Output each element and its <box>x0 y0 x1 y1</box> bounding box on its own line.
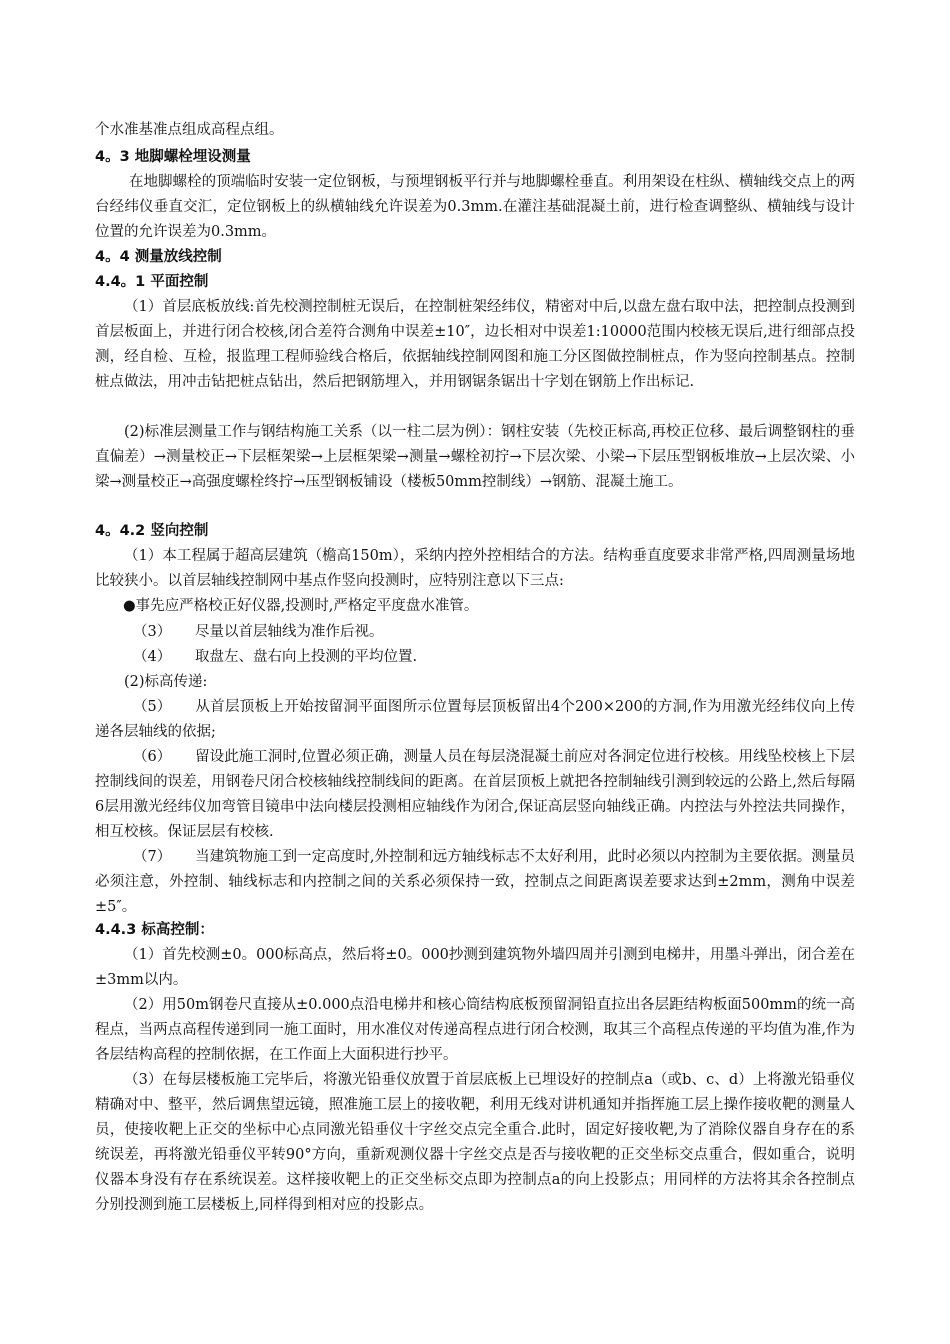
list-item-3 <box>95 620 855 645</box>
paragraph-4-3: 在地脚螺栓的顶端临时安装一定位钢板，与预埋钢板平行并与地脚螺栓垂直。利用架设在柱纵、横轴线交点上的两台经纬仪垂直交汇，定位钢板上的纵横轴线允许误差为0.3mm.在灌注基础混凝土前，进行检查调整纵、横轴线与设计位置的允许误差为0.3mm。 <box>95 174 855 240</box>
item-number: （3） <box>133 624 172 640</box>
paragraph-continuation <box>95 118 855 143</box>
paragraph-4-4-2-a: （1）本工程属于超高层建筑（檐高150m），采纳内控外控相结合的方法。结构垂直度要求非常严格,四周测量场地比较狭小。以首层轴线控制网中基点作竖向投测时，应特别注意以下三点: <box>95 548 855 589</box>
paragraph-4-4-3-c: （3）在每层楼板施工完毕后，将激光铅垂仪放置于首层底板上已埋设好的控制点a（或b、c、d）上将激光铅垂仪精确对中、整平，然后调焦望远镜，照准施工层上的接收靶，利用无线对讲机通知并指挥施工层上操作接收靶的测量人员，使接收靶上正交的坐标中心点同激光铅垂仪十字丝交点完全重合.此时，固定好接收靶,为了消除仪器自身存在的系统误差，再将激光铅垂仪平转90°方向，重新观测仪器十字丝交点是否与接收靶的正交坐标交点重合，假如重合，说明仪器本身没有存在系统误差。这样接收靶上的正交坐标交点即为控制点a的向上投影点；用同样的方法将其余各控制点分别投测到施工层楼板上,同样得到相对应的投影点。 <box>95 1072 855 1213</box>
heading-4-4: 4。4 测量放线控制 <box>95 249 222 265</box>
list-item-6 <box>95 745 855 845</box>
list-item-5 <box>95 695 855 745</box>
item-text: 取盘左、盘右向上投测的平均位置. <box>195 649 418 665</box>
item-number: （7） <box>133 849 172 865</box>
item-number: （6） <box>133 749 172 765</box>
item-number: （4） <box>133 649 172 665</box>
subheading-elevation-transfer: (2)标高传递: <box>124 674 208 690</box>
list-item-4 <box>95 645 855 670</box>
heading-4-4-2: 4。4.2 竖向控制 <box>95 523 209 539</box>
item-text: 从首层顶板上开始按留洞平面图所示位置每层顶板留出4个200×200的方洞,作为用激光经纬仪向上传递各层轴线的依据; <box>95 699 855 740</box>
item-text: 当建筑物施工到一定高度时,外控制和远方轴线标志不太好利用，此时必须以内控制为主要依据。测量员必须注意，外控制、轴线标志和内控制之间的关系必须保持一致，控制点之间距离误差要求达到±2mm，测角中误差±5″。 <box>95 849 855 915</box>
heading-4-3: 4。3 地脚螺栓埋设测量 <box>95 149 251 165</box>
list-item-7 <box>95 845 855 920</box>
paragraph-4-4-1-a: （1）首层底板放线:首先校测控制桩无误后，在控制桩架经纬仪，精密对中后,以盘左盘右取中法，把控制点投测到首层板面上，并进行闭合校核,闭合差符合测角中误差±10″，边长相对中误差1:10000范围内校核无误后,进行细部点投测，经自检、互检，报监理工程师验线合格后，依据轴线控制网图和施工分区图做控制桩点，作为竖向控制基点。控制桩点做法，用冲击钻把桩点钻出，然后把钢筋埋入，并用钢锯条锯出十字划在钢筋上作出标记. <box>95 299 855 390</box>
item-number: （5） <box>133 699 172 715</box>
item-text: 留设此施工洞时,位置必须正确，测量人员在每层浇混凝土前应对各洞定位进行校核。用线坠校核上下层控制线间的误差，用钢卷尺闭合校核轴线控制线间的距离。在首层顶板上就把各控制轴线引测到较远的公路上,然后每隔6层用激光经纬仪加弯管目镜串中法向楼层投测相应轴线作为闭合,保证高层竖向轴线正确。内控法与外控法共同操作，相互校核。保证层层有校核. <box>95 749 855 840</box>
paragraph-4-4-3-a: （1）首先校测±0。000标高点，然后将±0。000抄测到建筑物外墙四周并引测到电梯井，用墨斗弹出，闭合差在±3mm以内。 <box>95 947 855 988</box>
heading-4-4-3: 4.4.3 标高控制： <box>95 922 214 938</box>
heading-4-4-1: 4.4。1 平面控制 <box>95 274 209 290</box>
paragraph-4-4-1-b: (2)标准层测量工作与钢结构施工关系（以一柱二层为例）：钢柱安装（先校正标高,再校正位移、最后调整钢柱的垂直偏差）→测量校正→下层框架梁→上层框架梁→测量→螺栓初拧→下层次梁、小梁→下层压型钢板堆放→上层次梁、小梁→测量校正→高强度螺栓终拧→压型钢板铺设（楼板50mm控制线）→钢筋、混凝土施工。 <box>95 424 855 490</box>
item-text: 尽量以首层轴线为准作后视。 <box>195 624 384 640</box>
paragraph-4-4-3-b: （2）用50m钢卷尺直接从±0.000点沿电梯井和核心筒结构底板预留洞铅直拉出各层距结构板面500mm的统一高程点，当两点高程传递到同一施工面时，用水准仪对传递高程点进行闭合校测，取其三个高程点传递的平均值为准,作为各层结构高程的控制依据，在工作面上大面积进行抄平。 <box>95 997 855 1063</box>
bullet-item: ●事先应严格校正好仪器,投测时,严格定平度盘水准管。 <box>123 598 479 614</box>
text-line: 个水准基准点组成高程点组。 <box>95 122 284 138</box>
